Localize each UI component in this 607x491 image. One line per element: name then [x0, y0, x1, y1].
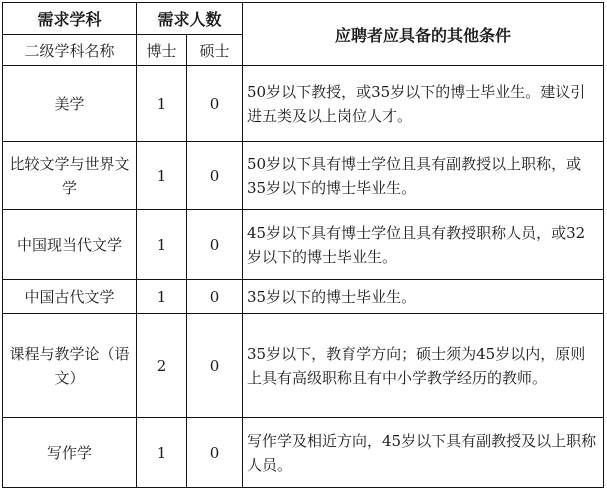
master-count: 0 — [187, 142, 243, 210]
phd-count: 1 — [137, 418, 187, 488]
subject-name: 中国古代文学 — [3, 280, 137, 314]
header-subject: 需求学科 — [3, 3, 137, 35]
subject-name: 美学 — [3, 66, 137, 142]
master-count: 0 — [187, 66, 243, 142]
phd-count: 1 — [137, 210, 187, 280]
phd-count: 2 — [137, 314, 187, 418]
subject-name: 写作学 — [3, 418, 137, 488]
header-row — [3, 3, 604, 35]
phd-count: 1 — [137, 142, 187, 210]
master-count: 0 — [187, 280, 243, 314]
header-sub-name: 二级学科名称 — [3, 35, 137, 66]
master-count: 0 — [187, 314, 243, 418]
table-row — [3, 280, 604, 314]
conditions-text: 35岁以下，教育学方向；硕士须为45岁以内，原则上具有高级职称且有中小学教学经历的教师。 — [243, 314, 604, 418]
subject-name: 中国现当代文学 — [3, 210, 137, 280]
header-conditions: 应聘者应具备的其他条件 — [243, 3, 604, 66]
conditions-text: 50岁以下教授，或35岁以下的博士毕业生。建议引进五类及以上岗位人才。 — [243, 66, 604, 142]
conditions-text: 写作学及相近方向，45岁以下具有副教授及以上职称人员。 — [243, 418, 604, 488]
recruitment-table — [2, 2, 604, 488]
conditions-text: 35岁以下的博士毕业生。 — [243, 280, 604, 314]
subject-name: 课程与教学论（语文） — [3, 314, 137, 418]
conditions-text: 45岁以下具有博士学位且具有教授职称人员，或32岁以下的博士毕业生。 — [243, 210, 604, 280]
table-row — [3, 66, 604, 142]
subject-name: 比较文学与世界文学 — [3, 142, 137, 210]
header-count: 需求人数 — [137, 3, 243, 35]
master-count: 0 — [187, 210, 243, 280]
header-master: 硕士 — [187, 35, 243, 66]
table-row — [3, 418, 604, 488]
table-row — [3, 314, 604, 418]
header-phd: 博士 — [137, 35, 187, 66]
table-row — [3, 142, 604, 210]
master-count: 0 — [187, 418, 243, 488]
table-row — [3, 210, 604, 280]
phd-count: 1 — [137, 280, 187, 314]
phd-count: 1 — [137, 66, 187, 142]
conditions-text: 50岁以下具有博士学位且具有副教授以上职称，或35岁以下的博士毕业生。 — [243, 142, 604, 210]
